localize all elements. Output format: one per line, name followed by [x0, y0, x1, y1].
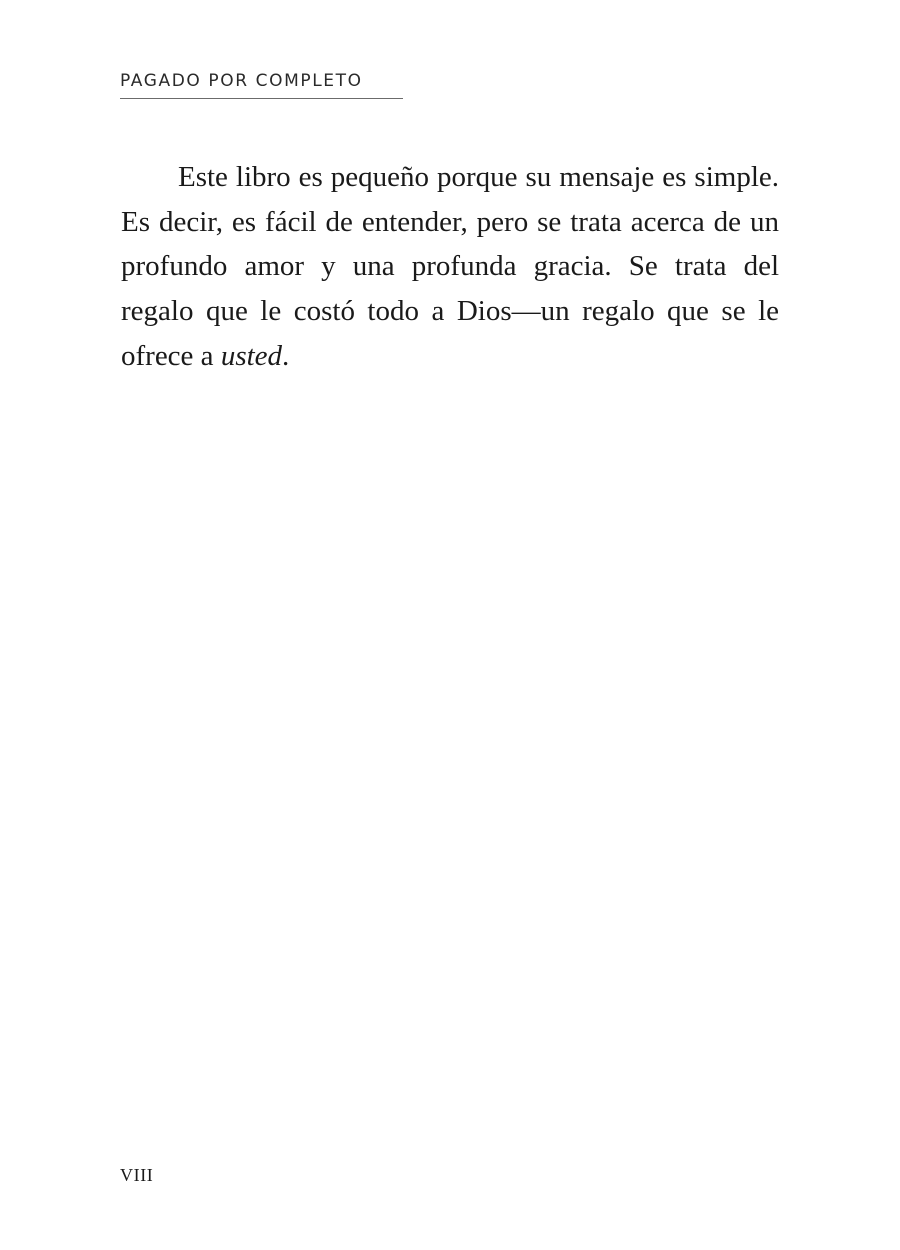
paragraph-emphasis: usted [220, 339, 283, 372]
header-rule [120, 98, 403, 99]
running-header-title: PAGADO POR COMPLETO [120, 71, 363, 91]
body-paragraph [121, 155, 779, 379]
running-header [120, 68, 403, 99]
paragraph-ending: . [282, 339, 290, 372]
paragraph-text: Este libro es pequeño porque su mensaje es simple. Es decir, es fácil de entender, pero se trata acerca de un profundo amor y una profunda gracia. Se trata del regalo que le costó todo a Dios—un regalo que se le ofrece a [121, 161, 779, 372]
page-number: VIII [120, 1165, 154, 1185]
